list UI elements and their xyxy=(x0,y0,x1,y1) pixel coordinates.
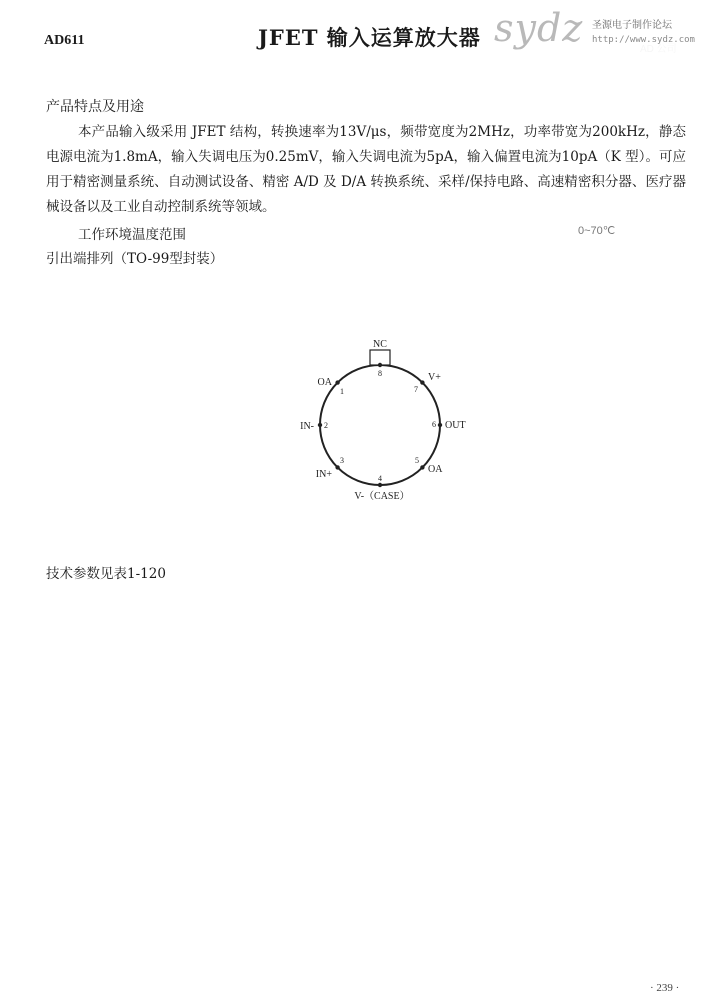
pinout-heading: 引出端排列（TO-99型封装） xyxy=(46,251,224,267)
watermark xyxy=(488,2,705,62)
pin-5-label: OA xyxy=(428,464,443,475)
pin-7-dot xyxy=(420,380,424,384)
pin-4-dot xyxy=(378,483,382,487)
intro-paragraph: 本产品输入级采用 JFET 结构，转换速率为13V/μs，频带宽度为2MHz，功率带宽为200kHz，静态电源电流为1.8mA，输入失调电压为0.25mV，输入失调电流为5pA，输入偏置电流为10pA（K 型）。可应用于精密测量系统、自动测试设备、精密 A/D 及 D/A 转换系统、采样/保持电路、高速精密积分器、医疗器械设备以及工业自动控制系统等领域。 xyxy=(46,124,686,215)
pin-3-number: 3 xyxy=(340,456,344,465)
page-number: · 239 · xyxy=(650,982,680,994)
pin-2-number: 2 xyxy=(324,421,328,430)
part-number: AD611 xyxy=(44,33,85,48)
pin-2-dot xyxy=(318,423,322,427)
parameters-reference: 技术参数见表1-120 xyxy=(46,566,166,582)
pin-2-label: IN- xyxy=(300,421,314,432)
pin-8-dot xyxy=(378,363,382,367)
pin-7 xyxy=(414,372,441,394)
watermark-site-name: 圣源电子制作论坛 xyxy=(592,20,672,31)
pin-6-label: OUT xyxy=(445,420,466,431)
pin-4-label: V-（CASE） xyxy=(354,491,410,502)
pin-diagram xyxy=(290,330,480,510)
package-tab xyxy=(370,350,390,365)
watermark-logo: sydz xyxy=(494,6,584,50)
pin-1-number: 1 xyxy=(340,387,344,396)
tab-label: NC xyxy=(373,339,387,350)
pin-6-dot xyxy=(438,423,442,427)
pin-3-dot xyxy=(335,465,339,469)
pin-4 xyxy=(354,474,409,502)
temperature-range-value: 0~70℃ xyxy=(578,225,616,237)
pin-5-dot xyxy=(420,465,424,469)
pin-6 xyxy=(432,420,466,431)
pin-1-label: OA xyxy=(317,377,332,388)
pin-8 xyxy=(378,363,382,378)
pin-5-number: 5 xyxy=(415,456,419,465)
pin-8-number: 8 xyxy=(378,369,382,378)
pin-4-number: 4 xyxy=(378,474,382,483)
page-title: JFET 输入运算放大器 xyxy=(258,25,481,50)
watermark-url: http://www.sydz.com xyxy=(592,35,695,45)
pin-6-number: 6 xyxy=(432,420,436,429)
pin-7-number: 7 xyxy=(414,385,418,394)
section-heading: 产品特点及用途 xyxy=(46,99,144,115)
pin-7-label: V+ xyxy=(428,372,441,383)
temperature-range-label: 工作环境温度范围 xyxy=(78,227,186,243)
pin-2 xyxy=(300,421,328,432)
pin-3-label: IN+ xyxy=(315,469,332,480)
pin-1-dot xyxy=(335,380,339,384)
